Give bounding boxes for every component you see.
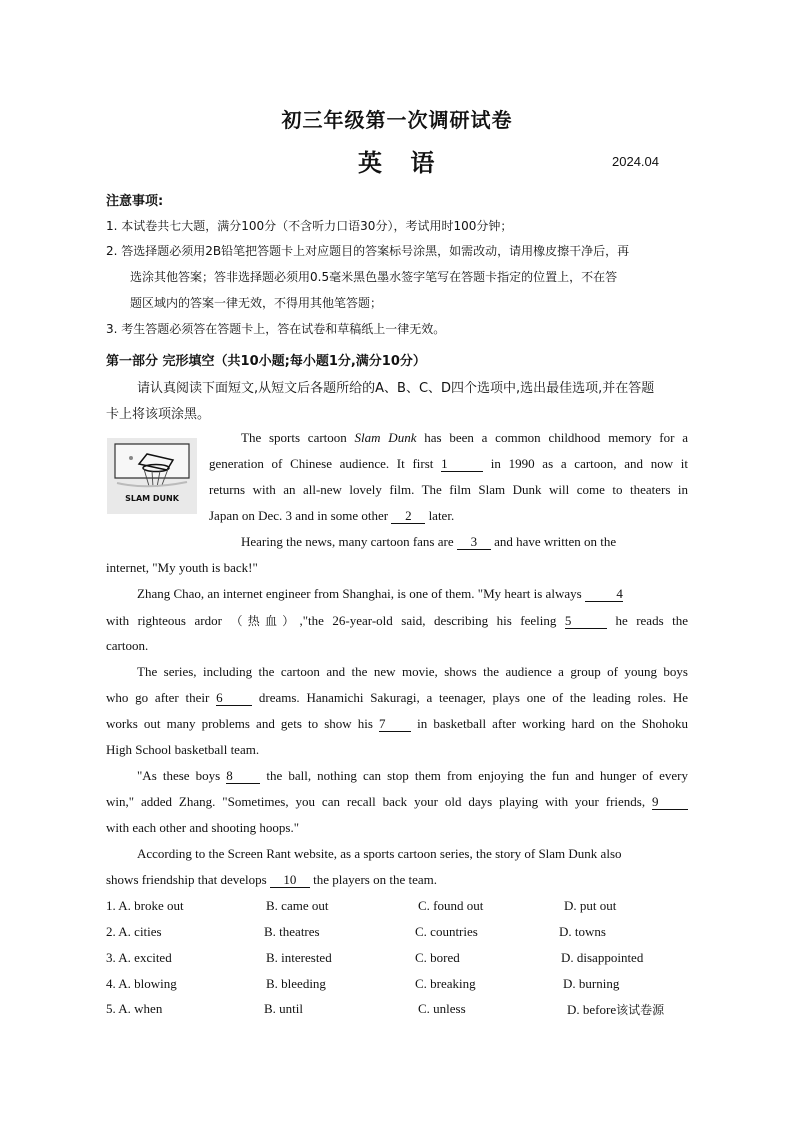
passage-p1-line-3: returns with an all-new lovely film. The film Slam Dunk will come to theaters in — [209, 482, 688, 497]
passage-p5-line-3: with each other and shooting hoops." — [106, 820, 300, 835]
option-5-d: D. before该试卷源 — [567, 1002, 665, 1017]
option-3-a: 3. A. excited — [106, 950, 172, 965]
passage-p5-line-2: win," added Zhang. "Sometimes, you can recall back your old days playing with your friends, 9 — [106, 794, 688, 810]
logo-text: SLAM DUNK — [125, 494, 179, 503]
option-4-a: 4. A. blowing — [106, 976, 177, 991]
option-5-a: 5. A. when — [106, 1001, 163, 1016]
notice-heading: 注意事项: — [106, 194, 164, 209]
blank-6: 6 — [216, 691, 252, 706]
passage-p3-line-3: cartoon. — [106, 638, 149, 653]
blank-7: 7 — [379, 717, 411, 732]
blank-4: 4 — [585, 587, 623, 602]
option-2-b: B. theatres — [264, 924, 320, 939]
passage-p4-line-1: The series, including the cartoon and the new movie, shows the audience a group of young boys — [137, 664, 688, 679]
option-3-c: C. bored — [415, 950, 460, 965]
exam-date: 2024.04 — [612, 154, 659, 169]
notice-item-3: 3. 考生答题必须答在答题卡上，答在试卷和草稿纸上一律无效。 — [106, 322, 446, 336]
blank-1: 1 — [441, 457, 483, 472]
subject-title: 英 语 — [358, 149, 445, 177]
passage-p4-line-3: works out many problems and gets to show his 7 in basketball after working hard on the Shohoku — [106, 716, 689, 731]
passage-p4-line-4: High School basketball team. — [106, 742, 260, 757]
section-1-heading: 第一部分 完形填空（共10小题;每小题1分,满分10分） — [106, 354, 426, 369]
notice-item-1: 1. 本试卷共七大题，满分100分（不含听力口语30分），考试用时100分钟； — [106, 219, 513, 233]
passage-p1-line-1: The sports cartoon Slam Dunk has been a common childhood memory for a — [241, 430, 688, 445]
notice-item-2-line-2: 选涂其他答案；答非选择题必须用0.5毫米黑色墨水签字笔写在答题卡指定的位置上，不在答 — [130, 270, 618, 284]
option-4-c: C. breaking — [415, 976, 476, 991]
blank-2: 2 — [391, 509, 425, 524]
option-5-b: B. until — [264, 1001, 304, 1016]
option-4-d: D. burning — [563, 976, 620, 991]
passage-p2-line-1: Hearing the news, many cartoon fans are 3 and have written on the — [241, 534, 617, 549]
blank-3: 3 — [457, 535, 491, 550]
watermark-text: 该试卷源 — [616, 1003, 665, 1017]
section-1-instruction-line-2: 卡上将该项涂黑。 — [106, 407, 211, 422]
blank-10: 10 — [270, 873, 310, 888]
option-2-a: 2. A. cities — [106, 924, 162, 939]
passage-p3-line-2: with righteous ardor （热血）,"the 26-year-old said, describing his feeling 5 he reads the — [106, 613, 689, 628]
option-2-c: C. countries — [415, 924, 478, 939]
passage-p3-line-1: Zhang Chao, an internet engineer from Shanghai, is one of them. "My heart is always 4 — [137, 586, 623, 601]
passage-p6-line-1: According to the Screen Rant website, as a sports cartoon series, the story of Slam Dunk also — [137, 846, 622, 861]
exam-title: 初三年级第一次调研试卷 — [281, 108, 513, 132]
passage-p2-line-2: internet, "My youth is back!" — [106, 560, 258, 575]
section-1-instruction-line-1: 请认真阅读下面短文,从短文后各题所给的A、B、C、D四个选项中,选出最佳选项,并在答题 — [137, 381, 655, 396]
option-4-b: B. bleeding — [266, 976, 326, 991]
blank-9: 9 — [652, 795, 688, 810]
notice-item-2-line-1: 2. 答选择题必须用2B铅笔把答题卡上对应题目的答案标号涂黑，如需改动，请用橡皮擦干净后，再 — [106, 244, 630, 258]
option-1-a: 1. A. broke out — [106, 898, 184, 913]
notice-item-2-line-3: 题区域内的答案一律无效，不得用其他笔答题； — [130, 296, 383, 310]
option-2-d: D. towns — [559, 924, 606, 939]
basketball-hoop-icon — [107, 438, 197, 514]
passage-p1-line-2: generation of Chinese audience. It first 1 in 1990 as a cartoon, and now it — [209, 456, 689, 471]
blank-5: 5 — [565, 614, 607, 629]
option-3-d: D. disappointed — [561, 950, 644, 965]
passage-p5-line-1: "As these boys 8 the ball, nothing can stop them from enjoying the fun and hunger of every — [137, 768, 689, 783]
option-5-c: C. unless — [418, 1001, 466, 1016]
option-3-b: B. interested — [266, 950, 332, 965]
blank-8: 8 — [226, 769, 260, 784]
slam-dunk-logo-image — [107, 438, 197, 514]
option-1-c: C. found out — [418, 898, 484, 913]
option-1-b: B. came out — [266, 898, 329, 913]
option-1-d: D. put out — [564, 898, 617, 913]
passage-p1-line-4: Japan on Dec. 3 and in some other 2 later. — [209, 508, 455, 523]
passage-p4-line-2: who go after their 6 dreams. Hanamichi Sakuragi, a teenager, plays one of the leading roles. He — [106, 690, 689, 705]
passage-p6-line-2: shows friendship that develops 10 the players on the team. — [106, 872, 437, 887]
